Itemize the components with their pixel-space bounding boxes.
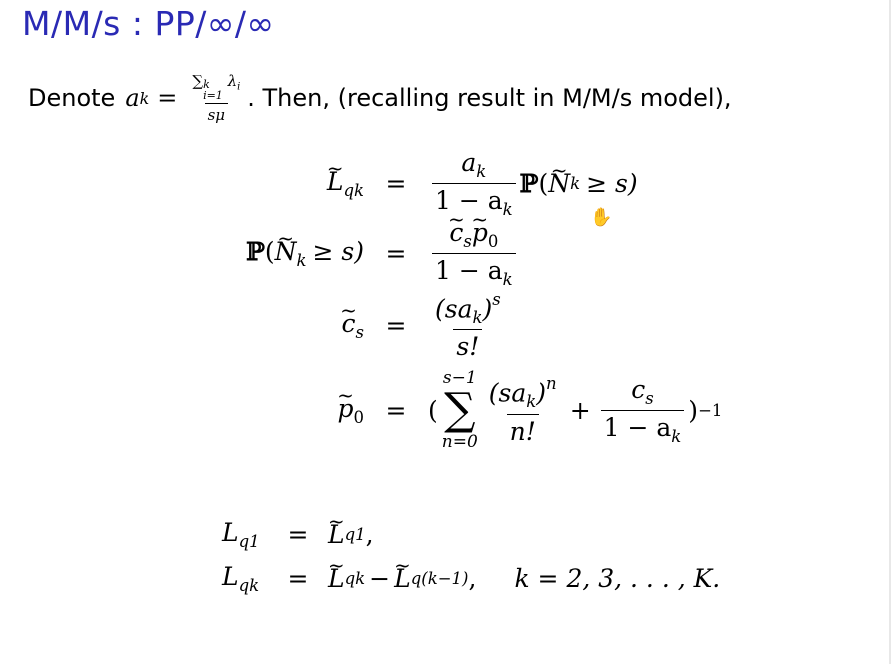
Lqk-sub: qk (238, 575, 260, 595)
intro-suffix: . Then, (recalling result in M/M/s model), (247, 84, 732, 112)
eq-row-cs (314, 290, 508, 361)
eq-row-Lq1 (222, 518, 374, 551)
p-tilde: ~ p (472, 218, 488, 247)
c-tilde: ~ c (449, 218, 463, 247)
fraction-sak-n (486, 374, 560, 445)
frac-den: 1 − a (435, 185, 503, 215)
exp-minus-one: −1 (698, 400, 723, 420)
f2-num: c (631, 374, 646, 404)
num-sak-sup: s (492, 290, 501, 309)
intro-denominator: sμ (205, 103, 228, 124)
f2-den-sub: k (671, 426, 682, 446)
paren-close-big: ) (688, 395, 699, 425)
summation (442, 368, 478, 452)
f2-den: 1 − a (603, 412, 672, 442)
intro-line (28, 72, 732, 124)
N-tilde-sub: k (570, 173, 581, 193)
prob-symbol: ℙ (519, 168, 539, 198)
fraction-cs-p0 (432, 218, 516, 289)
eq-sign: = (385, 168, 407, 198)
sum-upper: s−1 (442, 368, 477, 388)
cs-tilde: ~ c (342, 309, 356, 338)
Lq1: L (222, 518, 239, 547)
intro-eq: = (157, 84, 178, 112)
frac-den-sfact: s! (453, 329, 482, 361)
eq-row-prob (224, 218, 520, 289)
frac-den-sub: k (502, 199, 513, 219)
intro-lambda: λ (227, 72, 238, 90)
Lq1-tilde: ~ L (328, 520, 345, 549)
comma: , (468, 563, 477, 593)
f1-den: n! (507, 414, 539, 446)
intro-sum-sign: ∑ (192, 72, 204, 90)
N-tilde: ~ N (548, 169, 570, 198)
Lqk-tilde-sub: qk (343, 180, 364, 200)
slide-title: M/M/s : PP/∞/∞ (22, 4, 275, 43)
ge-s-lhs: ≥ s) (312, 236, 364, 266)
num-sak-open: (sa (435, 294, 473, 324)
comma: , (365, 519, 374, 549)
p0-tilde-sub: 0 (353, 407, 364, 427)
eq-sign: = (287, 563, 309, 593)
Lqk-tilde: ~ L (327, 167, 344, 196)
intro-sum-sub: i=1 (203, 89, 223, 102)
Lq1-tilde-sub: q1 (344, 524, 366, 544)
sum-sign: ∑ (444, 384, 476, 435)
num-sak-close: ) (482, 294, 493, 324)
intro-a: a (125, 84, 140, 112)
frac-num-a-sub: k (476, 161, 487, 181)
intro-lambda-sub: i (237, 81, 241, 93)
eq-sign: = (287, 519, 309, 549)
Lqk: L (222, 562, 239, 591)
eq-row-Lqk (222, 562, 720, 595)
f1-num-close: ) (536, 378, 547, 408)
frac-den: 1 − a (435, 255, 503, 285)
frac-den-sub: k (502, 269, 513, 289)
Lq1-sub: q1 (238, 531, 260, 551)
Lqk-tilde-rhs-sub: qk (344, 568, 366, 588)
f1-num-open: (sa (488, 378, 527, 408)
f1-num-sup: n (546, 374, 557, 394)
intro-fraction (189, 72, 243, 124)
eq-sign: = (385, 311, 407, 341)
eq-row-p0 (314, 368, 722, 452)
ge-s: ≥ s) (586, 168, 638, 198)
N-tilde-lhs-sub: k (296, 250, 307, 270)
c-tilde-sub: s (463, 231, 472, 251)
intro-prefix: Denote (28, 84, 116, 112)
k-range-condition: k = 2, 3, . . . , K. (514, 563, 721, 593)
prob-symbol-lhs: ℙ (246, 236, 265, 266)
sum-lower: n=0 (441, 432, 478, 452)
eq-sign: = (385, 238, 407, 268)
Lqk1-tilde: ~ L (394, 564, 411, 593)
hand-cursor-icon: ✋ (590, 207, 613, 228)
paren-open: ( (538, 168, 549, 198)
minus-sign: − (369, 563, 391, 593)
num-sak-sub: k (472, 308, 483, 328)
p-tilde-sub: 0 (487, 231, 499, 251)
fraction-sak-s (432, 290, 504, 361)
Lqk1-tilde-sub: q(k−1) (410, 568, 469, 588)
paren-open-big: ( (428, 395, 438, 425)
cs-tilde-sub: s (355, 322, 364, 342)
intro-a-sub: k (139, 88, 150, 108)
f1-num-sub: k (526, 392, 537, 412)
p0-tilde: ~ p (337, 394, 353, 423)
eq-sign: = (385, 395, 407, 425)
intro-sum-sup: k (203, 78, 210, 91)
frac-num-a: a (461, 148, 477, 177)
Lqk-tilde-rhs: ~ L (328, 564, 345, 593)
fraction-cs-1-ak (601, 375, 685, 446)
f2-num-sub: s (645, 388, 654, 408)
plus-sign: + (569, 395, 591, 425)
N-tilde-lhs: ~ N (275, 237, 297, 266)
paren-open-lhs: ( (264, 236, 275, 266)
